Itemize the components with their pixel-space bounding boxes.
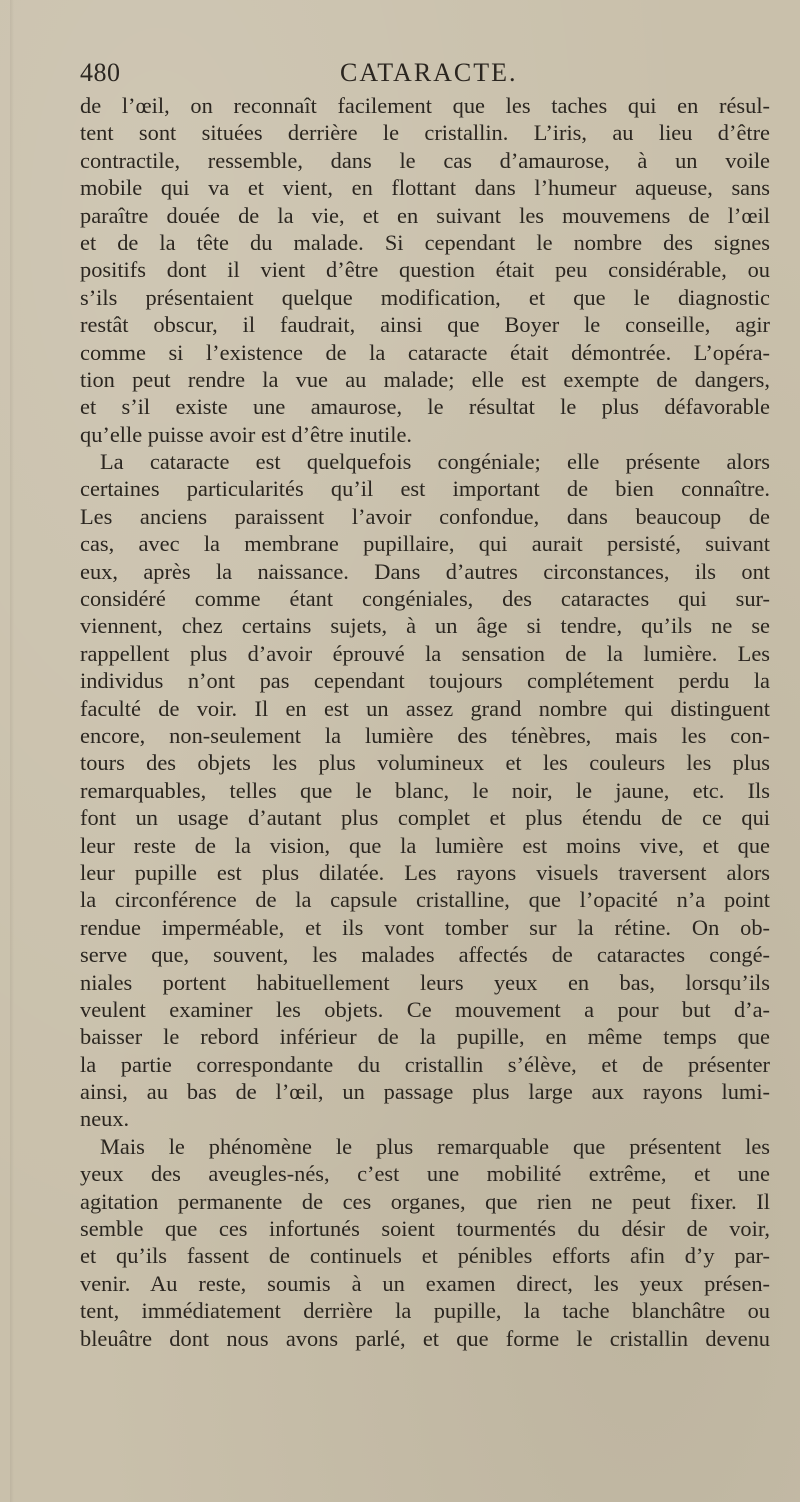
- text-line: venir. Au reste, soumis à un examen direct, les yeux présen-: [80, 1270, 770, 1296]
- text-line: rappellent plus d’avoir éprouvé la sensation de la lumière. Les: [80, 640, 770, 666]
- text-line: comme si l’existence de la cataracte était démontrée. L’opéra-: [80, 339, 770, 365]
- text-line: baisser le rebord inférieur de la pupille, en même temps que: [80, 1024, 770, 1050]
- text-line: font un usage d’autant plus complet et plus étendu de ce qui: [80, 805, 770, 831]
- running-title: CATARACTE.: [340, 58, 518, 87]
- text-line: semble que ces infortunés soient tourmentés du désir de voir,: [80, 1216, 770, 1242]
- text-line: remarquables, telles que le blanc, le noir, le jaune, etc. Ils: [80, 777, 770, 803]
- text-line: encore, non-seulement la lumière des ténèbres, mais les con-: [80, 722, 770, 748]
- page-number: 480: [80, 58, 121, 87]
- text-line: tent, immédiatement derrière la pupille, la tache blanchâtre ou: [80, 1298, 770, 1324]
- text-line: neux.: [80, 1106, 130, 1132]
- body-text: [80, 92, 770, 1352]
- text-line: Les anciens paraissent l’avoir confondue, dans beaucoup de: [80, 503, 770, 529]
- text-line: yeux des aveugles-nés, c’est une mobilité extrême, et une: [80, 1161, 770, 1187]
- text-line: tours des objets les plus volumineux et les couleurs les plus: [80, 750, 770, 776]
- text-line: leur reste de la vision, que la lumière est moins vive, et que: [80, 832, 770, 858]
- text-line: positifs dont il vient d’être question était peu considérable, ou: [80, 257, 770, 283]
- text-line: Mais le phénomène le plus remarquable que présentent les: [100, 1133, 770, 1159]
- text-line: et qu’ils fassent de continuels et pénibles efforts afin d’y par-: [80, 1243, 770, 1269]
- text-line: paraître douée de la vie, et en suivant les mouvemens de l’œil: [80, 202, 770, 228]
- text-line: eux, après la naissance. Dans d’autres circonstances, ils ont: [80, 558, 770, 584]
- text-line: veulent examiner les objets. Ce mouvement a pour but d’a-: [80, 996, 770, 1022]
- text-line: certaines particularités qu’il est important de bien connaître.: [80, 476, 770, 502]
- text-line: ainsi, au bas de l’œil, un passage plus large aux rayons lumi-: [80, 1079, 770, 1105]
- text-line: mobile qui va et vient, en flottant dans l’humeur aqueuse, sans: [80, 175, 770, 201]
- text-line: la partie correspondante du cristallin s’élève, et de présenter: [80, 1051, 770, 1077]
- text-line: considéré comme étant congéniales, des cataractes qui sur-: [80, 586, 770, 612]
- text-line: leur pupille est plus dilatée. Les rayons visuels traversent alors: [80, 859, 770, 885]
- text-line: et de la tête du malade. Si cependant le nombre des signes: [80, 229, 770, 255]
- text-line: agitation permanente de ces organes, que rien ne peut fixer. Il: [80, 1188, 770, 1214]
- text-line: contractile, ressemble, dans le cas d’amaurose, à un voile: [80, 147, 770, 173]
- text-line: de l’œil, on reconnaît facilement que les taches qui en résul-: [80, 93, 770, 118]
- page-edge-shadow: [10, 0, 14, 1502]
- text-line: restât obscur, il faudrait, ainsi que Boyer le conseille, agir: [80, 312, 770, 338]
- text-line: serve que, souvent, les malades affectés de cataractes congé-: [80, 942, 770, 968]
- text-line: tion peut rendre la vue au malade; elle est exempte de dangers,: [80, 366, 770, 392]
- text-line: qu’elle puisse avoir est d’être inutile.: [80, 421, 413, 447]
- text-line: rendue imperméable, et ils vont tomber sur la rétine. On ob-: [80, 914, 770, 940]
- text-line: tent sont situées derrière le cristallin. L’iris, au lieu d’être: [80, 120, 770, 146]
- text-line: individus n’ont pas cependant toujours complétement perdu la: [80, 668, 770, 694]
- text-line: faculté de voir. Il en est un assez grand nombre qui distinguent: [80, 695, 770, 721]
- text-line: et s’il existe une amaurose, le résultat le plus défavorable: [80, 394, 770, 420]
- text-line: s’ils présentaient quelque modification, et que le diagnostic: [80, 284, 770, 310]
- text-line: La cataracte est quelquefois congéniale; elle présente alors: [100, 449, 770, 475]
- text-line: bleuâtre dont nous avons parlé, et que forme le cristallin devenu: [80, 1325, 770, 1351]
- text-line: viennent, chez certains sujets, à un âge si tendre, qu’ils ne se: [80, 613, 770, 639]
- text-line: la circonférence de la capsule cristalline, que l’opacité n’a point: [80, 887, 770, 913]
- text-line: niales portent habituellement leurs yeux en bas, lorsqu’ils: [80, 969, 770, 995]
- text-line: cas, avec la membrane pupillaire, qui aurait persisté, suivant: [80, 531, 770, 557]
